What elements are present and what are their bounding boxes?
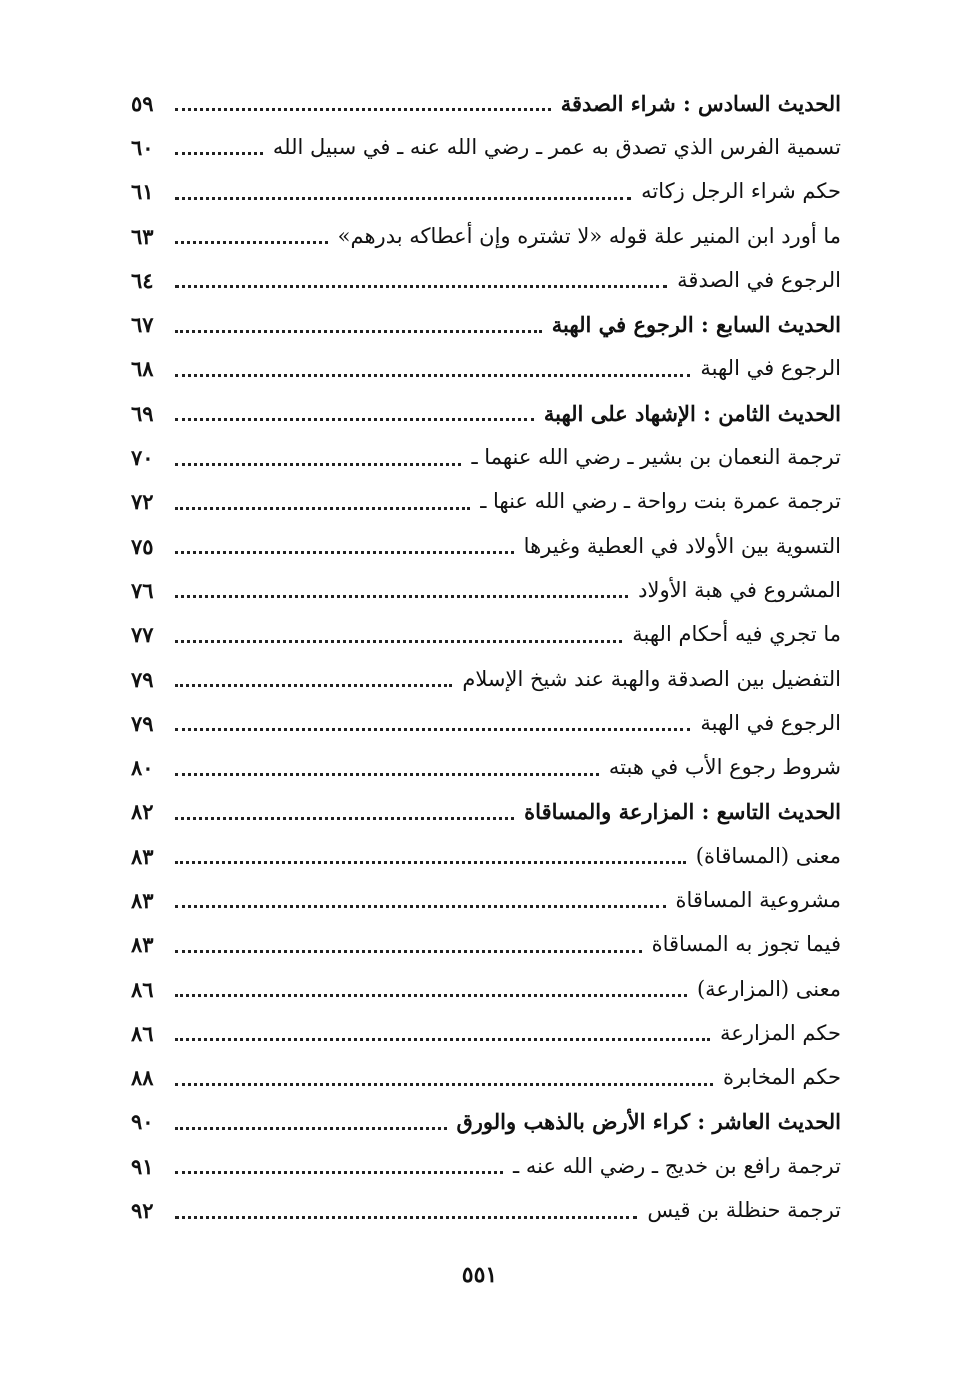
toc-entry-title: ترجمة عمرة بنت رواحة ـ رضي الله عنها ـ <box>480 489 841 514</box>
toc-entry-page: ٨٣ <box>131 843 154 869</box>
dot-leader <box>175 1017 710 1041</box>
dot-leader <box>175 220 328 244</box>
toc-entry-page: ٨٠ <box>131 755 154 781</box>
page-number: ٥٥١ <box>461 1262 498 1288</box>
toc-entry <box>131 878 841 922</box>
dot-leader <box>175 707 690 731</box>
toc-entry-title: الرجوع في الهبة <box>700 356 841 381</box>
dot-leader <box>175 929 642 953</box>
dot-leader <box>175 973 687 997</box>
toc-entry <box>131 435 841 479</box>
toc-entry-page: ٥٩ <box>131 90 154 116</box>
toc-entry-page: ٨٢ <box>131 799 154 825</box>
dot-leader <box>175 574 628 598</box>
toc-entry <box>131 1144 841 1188</box>
toc-entry-page: ٦٠ <box>131 134 154 160</box>
toc-entry-title: التسوية بين الأولاد في العطية وغيرها <box>523 533 841 558</box>
toc-entry <box>131 125 841 169</box>
toc-entry <box>131 745 841 789</box>
toc-entry <box>131 967 841 1011</box>
toc-entry-page: ٦١ <box>131 179 154 205</box>
toc-entry-title: حكم المزارعة <box>720 1020 841 1045</box>
dot-leader <box>175 796 514 820</box>
toc-entry-title: الحديث الثامن : الإشهاد على الهبة <box>543 400 841 426</box>
toc-entry-title: ما تجري فيه أحكام الهبة <box>632 622 841 647</box>
dot-leader <box>175 1062 713 1086</box>
toc-entry-title: فيما تجوز به المساقاة <box>651 932 841 957</box>
toc-entry-page: ٦٩ <box>131 400 154 426</box>
dot-leader <box>175 1195 637 1219</box>
toc-entry-page: ٧٦ <box>131 577 154 603</box>
toc-entry-page: ٦٤ <box>131 267 154 293</box>
toc-entry-page: ٨٦ <box>131 1020 154 1046</box>
dot-leader <box>175 176 631 200</box>
toc-entry-page: ٨٨ <box>131 1065 154 1091</box>
toc-entry-title: مشروعية المساقاة <box>675 887 841 912</box>
toc-section-heading <box>131 1100 841 1144</box>
toc-entry <box>131 701 841 745</box>
toc-entry-page: ٧٩ <box>131 710 154 736</box>
toc-entry-page: ٩١ <box>131 1153 154 1179</box>
toc-entry <box>131 923 841 967</box>
toc-entry <box>131 480 841 524</box>
toc-entry <box>131 170 841 214</box>
dot-leader <box>175 752 599 776</box>
toc-entry-title: الحديث السادس : شراء الصدقة <box>560 90 841 116</box>
toc-entry-title: ترجمة رافع بن خديج ـ رضي الله عنه ـ <box>513 1153 841 1178</box>
dot-leader <box>175 884 666 908</box>
toc-entry-title: الحديث السابع : الرجوع في الهبة <box>551 312 841 338</box>
toc-entry-page: ٨٣ <box>131 887 154 913</box>
toc-entry-title: الحديث العاشر : كراء الأرض بالذهب والورق <box>456 1109 841 1135</box>
toc-entry <box>131 258 841 302</box>
toc-entry <box>131 568 841 612</box>
toc-entry-page: ٦٧ <box>131 312 154 338</box>
toc-entry-title: شروط رجوع الأب في هبته <box>608 755 841 780</box>
toc-entry-page: ٨٣ <box>131 932 154 958</box>
dot-leader <box>175 663 452 687</box>
toc-section-heading <box>131 81 841 125</box>
toc-entry-title: تسمية الفرس الذي تصدق به عمر ـ رضي الله عنه ـ في سبيل الله <box>272 134 841 159</box>
toc-entry-title: المشروع في هبة الأولاد <box>638 577 841 602</box>
toc-entry-title: معنى (المزارعة) <box>696 976 841 1001</box>
dot-leader <box>175 131 263 155</box>
toc-entry-title: حكم شراء الرجل زكاته <box>641 179 841 204</box>
toc-entry-page: ٧٢ <box>131 489 154 515</box>
dot-leader <box>175 530 514 554</box>
toc-entry <box>131 1011 841 1055</box>
table-of-contents <box>131 81 841 1233</box>
toc-entry <box>131 214 841 258</box>
dot-leader <box>175 87 551 111</box>
dot-leader <box>175 840 686 864</box>
toc-entry-page: ٧٩ <box>131 666 154 692</box>
dot-leader <box>175 353 690 377</box>
dot-leader <box>175 619 622 643</box>
toc-entry-page: ٩٢ <box>131 1198 154 1224</box>
toc-entry-title: معنى (المساقاة) <box>695 843 841 868</box>
dot-leader <box>175 442 461 466</box>
toc-entry-page: ٨٦ <box>131 976 154 1002</box>
toc-entry-title: الرجوع في الصدقة <box>677 267 841 292</box>
dot-leader <box>175 397 534 421</box>
toc-entry <box>131 1056 841 1100</box>
toc-entry <box>131 613 841 657</box>
toc-entry <box>131 524 841 568</box>
toc-entry-page: ٩٠ <box>131 1109 154 1135</box>
toc-entry <box>131 1188 841 1232</box>
toc-entry <box>131 347 841 391</box>
toc-entry-title: حكم المخابرة <box>723 1065 841 1090</box>
toc-entry-page: ٧٧ <box>131 622 154 648</box>
dot-leader <box>175 264 667 288</box>
toc-entry-title: التفضيل بين الصدقة والهبة عند شيخ الإسلام <box>462 666 841 691</box>
toc-entry-page: ٦٨ <box>131 356 154 382</box>
toc-entry-title: ما أورد ابن المنير علة قوله «لا تشتره وإن أعطاكه بدرهم» <box>337 223 841 248</box>
dot-leader <box>175 1150 503 1174</box>
toc-entry-title: ترجمة النعمان بن بشير ـ رضي الله عنهما ـ <box>471 445 841 470</box>
toc-entry <box>131 657 841 701</box>
dot-leader <box>175 1106 447 1130</box>
toc-entry-page: ٦٣ <box>131 223 154 249</box>
toc-section-heading <box>131 302 841 346</box>
toc-entry-page: ٧٥ <box>131 533 154 559</box>
toc-section-heading <box>131 790 841 834</box>
toc-entry-title: ترجمة حنظلة بن قيس <box>647 1198 841 1223</box>
toc-section-heading <box>131 391 841 435</box>
dot-leader <box>175 486 470 510</box>
toc-entry <box>131 834 841 878</box>
toc-entry-title: الحديث التاسع : المزارعة والمساقاة <box>524 799 841 825</box>
toc-entry-title: الرجوع في الهبة <box>700 710 841 735</box>
toc-entry-page: ٧٠ <box>131 445 154 471</box>
dot-leader <box>175 309 542 333</box>
